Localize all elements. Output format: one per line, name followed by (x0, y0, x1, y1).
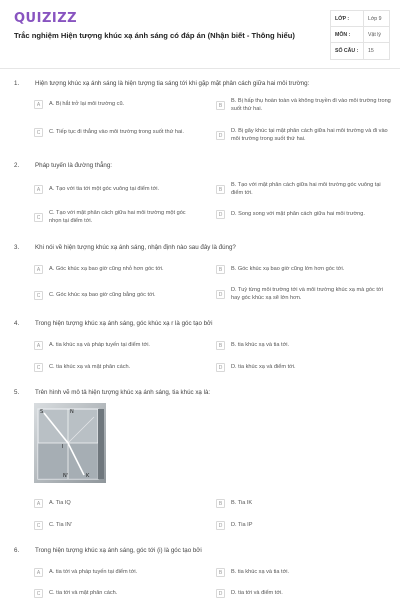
meta-value: 15 (363, 43, 389, 59)
question-number: 2. (14, 162, 20, 169)
header-divider (0, 68, 400, 69)
option-a[interactable] (34, 568, 199, 577)
option-letter: A (34, 185, 43, 194)
option-a[interactable] (34, 185, 199, 194)
option-letter: D (216, 363, 225, 372)
question-text: Pháp tuyến là đường thẳng: (35, 162, 113, 169)
option-text: B. Góc khúc xạ bao giờ cũng lớn hơn góc tới. (231, 265, 345, 272)
question-number: 1. (14, 80, 20, 87)
option-text: D. Tuỳ từng môi trường tới và môi trường khúc xạ mà góc tới hay góc khúc xạ sẽ lớn hơn. (231, 287, 383, 301)
option-text: B. tia khúc xạ và tia tới. (231, 568, 290, 575)
option-a[interactable] (34, 100, 199, 109)
question-text: Trên hình vẽ mô tả hiện tượng khúc xạ ánh sáng, tia khúc xạ là: (35, 389, 211, 396)
question-number: 3. (14, 244, 20, 251)
option-letter: A (34, 499, 43, 508)
option-text: B. Bị hấp thụ hoàn toàn và không truyền đi vào môi trường trong suốt thứ hai. (231, 98, 391, 112)
option-letter: A (34, 100, 43, 109)
option-text: D. tia tới và điểm tới. (231, 589, 283, 596)
option-b[interactable] (216, 568, 391, 577)
meta-value: Lớp 9 (363, 11, 389, 26)
option-c[interactable] (34, 291, 199, 300)
meta-value: Vật lý (363, 27, 389, 42)
glass-edge (98, 409, 104, 479)
option-text: A. Bị hắt trở lại môi trường cũ. (49, 100, 125, 107)
option-b[interactable] (216, 499, 391, 508)
option-letter: C (34, 291, 43, 300)
meta-label: SỐ CÂU : (335, 48, 359, 54)
option-text: A. Tạo với tia tới một góc vuông tại điểm tới. (49, 185, 160, 192)
option-letter: D (216, 210, 225, 219)
option-text: B. tia khúc xạ và tia tới. (231, 341, 290, 348)
option-a[interactable] (34, 265, 199, 274)
option-d[interactable] (216, 287, 391, 302)
option-a[interactable] (34, 499, 199, 508)
option-text: B. Tạo với mặt phân cách giữa hai môi trường góc vuông tại điểm tới. (231, 182, 381, 196)
figure-label: K (86, 473, 90, 479)
option-letter: C (34, 589, 43, 598)
page-title: Trắc nghiệm Hiện tượng khúc xạ ánh sáng có đáp án (Nhận biết - Thông hiểu) (14, 31, 295, 40)
option-letter: A (34, 341, 43, 350)
option-c[interactable] (34, 128, 199, 137)
option-c[interactable] (34, 210, 199, 225)
option-letter: C (34, 128, 43, 137)
figure-label: N (70, 409, 74, 415)
option-letter: C (34, 521, 43, 530)
option-b[interactable] (216, 182, 391, 197)
option-letter: B (216, 185, 225, 194)
meta-label: LỚP : (335, 15, 350, 22)
option-letter: B (216, 341, 225, 350)
option-text: A. tia khúc xạ và pháp tuyến tại điểm tới. (49, 341, 150, 348)
option-text: B. Tia IK (231, 499, 253, 506)
meta-row-subject (331, 27, 389, 43)
option-c[interactable] (34, 363, 199, 372)
option-b[interactable] (216, 98, 391, 113)
option-b[interactable] (216, 265, 391, 274)
option-d[interactable] (216, 589, 391, 598)
option-letter: C (34, 213, 43, 222)
option-text: C. tia tới và mặt phân cách. (49, 589, 118, 596)
figure-label: I (62, 444, 64, 450)
question-text: Trong hiện tượng khúc xạ ánh sáng, góc khúc xạ r là góc tạo bởi (35, 320, 213, 327)
meta-row-count (331, 43, 389, 59)
question-text: Trong hiện tượng khúc xạ ánh sáng, góc tới (i) là góc tạo bởi (35, 547, 202, 554)
option-letter: B (216, 499, 225, 508)
option-letter: D (216, 290, 225, 299)
option-letter: B (216, 101, 225, 110)
meta-row-class (331, 11, 389, 27)
question-text: Hiện tượng khúc xạ ánh sáng là hiện tượng tia sáng tới khi gặp mặt phân cách giữa hai môi trường: (35, 80, 310, 87)
option-b[interactable] (216, 341, 391, 350)
option-d[interactable] (216, 521, 391, 530)
question-text: Khi nói về hiện tượng khúc xạ ánh sáng, nhận định nào sau đây là đúng? (35, 244, 236, 251)
question-number: 5. (14, 389, 20, 396)
question-number: 6. (14, 547, 20, 554)
option-d[interactable] (216, 210, 391, 219)
option-letter: A (34, 265, 43, 274)
option-letter: D (216, 131, 225, 140)
option-text: C. tia khúc xạ và mặt phân cách. (49, 363, 131, 370)
meta-label: MÔN : (335, 31, 351, 38)
option-text: D. Song song với mặt phân cách giữa hai môi trường. (231, 210, 365, 217)
option-text: A. tia tới và pháp tuyến tại điểm tới. (49, 568, 138, 575)
option-text: C. Tiếp tục đi thẳng vào môi trường trong suốt thứ hai. (49, 128, 184, 135)
option-letter: C (34, 363, 43, 372)
option-text: A. Góc khúc xạ bao giờ cũng nhỏ hơn góc tới. (49, 265, 164, 272)
option-text: D. Tia IP (231, 521, 253, 528)
option-d[interactable] (216, 363, 391, 372)
figure-label: S (40, 409, 44, 415)
refraction-figure (34, 403, 106, 483)
option-c[interactable] (34, 521, 199, 530)
option-text: C. Tia IN' (49, 521, 72, 528)
option-c[interactable] (34, 589, 199, 598)
option-letter: B (216, 265, 225, 274)
option-text: D. Bị gãy khúc tại mặt phân cách giữa hai môi trường và đi vào môi trường trong suốt thứ hai. (231, 128, 388, 142)
option-text: C. Tạo với mặt phân cách giữa hai môi trường một góc nhọn tại điểm tới. (49, 210, 186, 224)
option-text: C. Góc khúc xạ bao giờ cũng bằng góc tới. (49, 291, 156, 298)
option-d[interactable] (216, 128, 391, 143)
option-letter: B (216, 568, 225, 577)
figure-label: N' (63, 473, 69, 479)
option-letter: D (216, 521, 225, 530)
option-text: D. tia khúc xạ và điểm tới. (231, 363, 296, 370)
question-number: 4. (14, 320, 20, 327)
header (0, 0, 400, 62)
option-letter: D (216, 589, 225, 598)
option-text: A. Tia IQ (49, 499, 71, 506)
option-a[interactable] (34, 341, 199, 350)
meta-table (330, 10, 390, 60)
option-letter: A (34, 568, 43, 577)
quizizz-logo[interactable]: QUIZIZZ (14, 11, 78, 26)
